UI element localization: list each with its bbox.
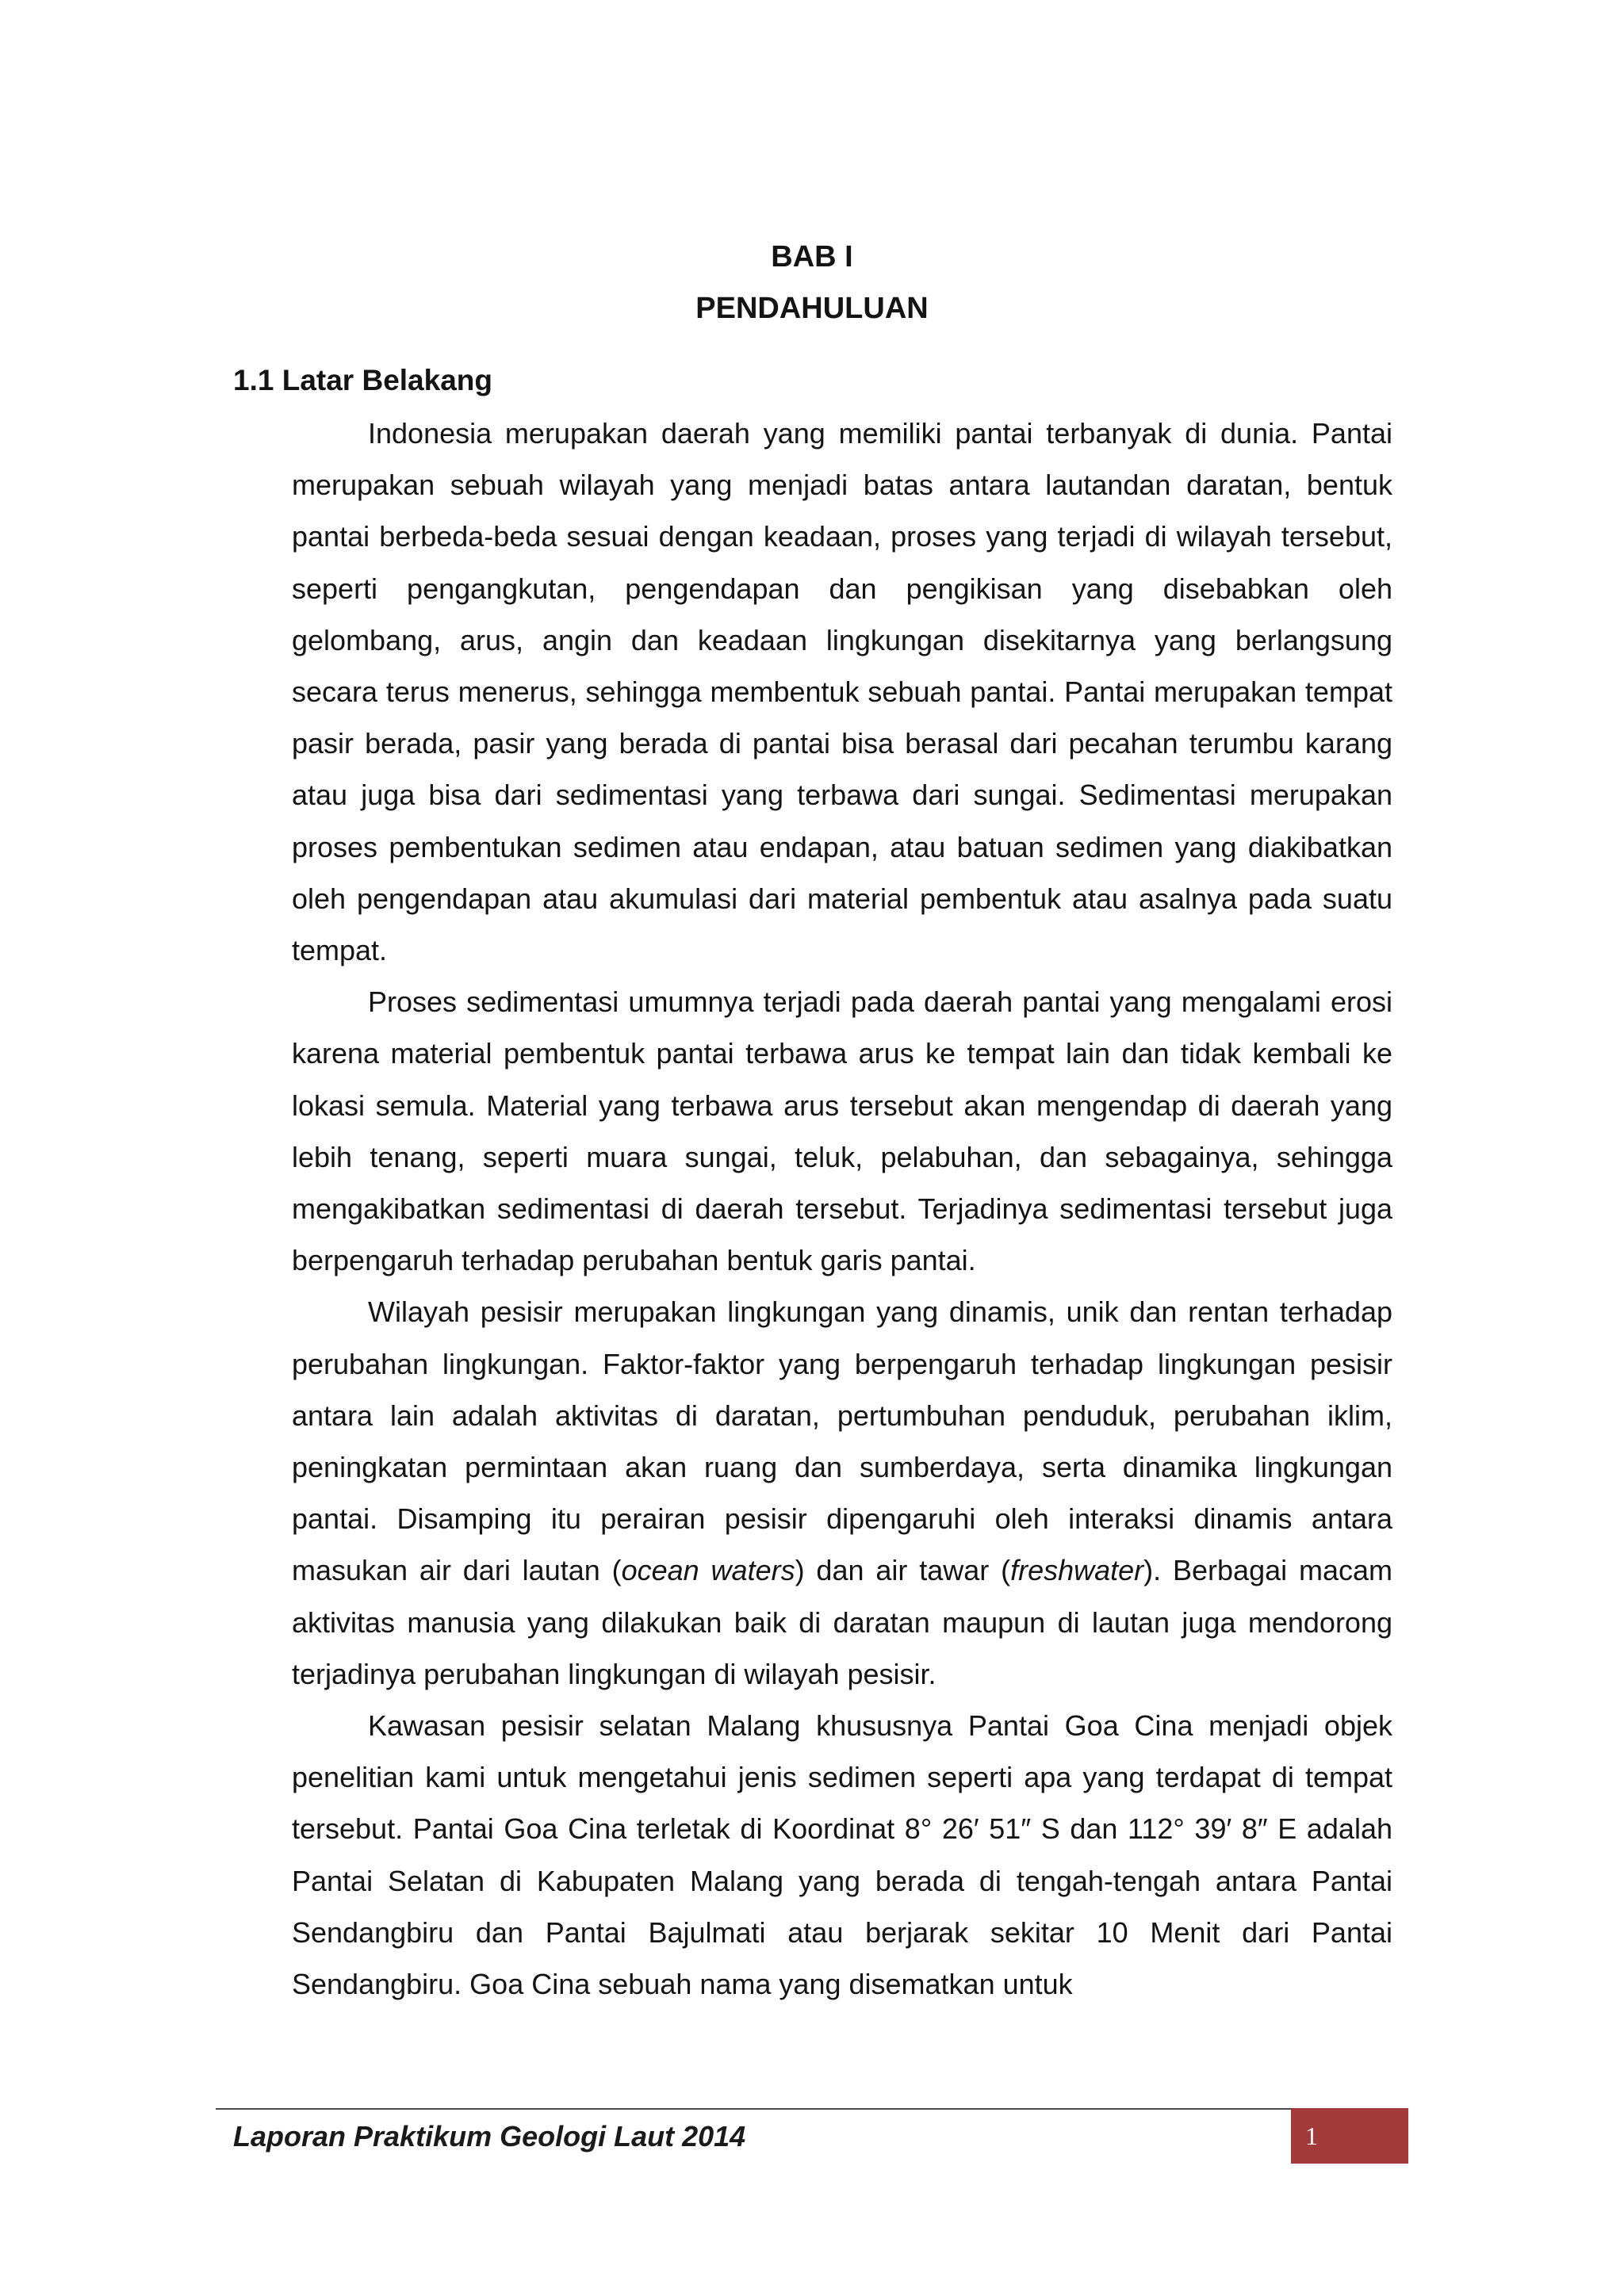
page-number: 1 — [1305, 2122, 1318, 2150]
paragraph-1: Indonesia merupakan daerah yang memiliki pantai terbanyak di dunia. Pantai merupakan sebuah wilayah yang menjadi batas antara lautandan daratan, bentuk pantai berbeda-beda sesuai dengan keadaan, proses yang terjadi di wilayah tersebut, seperti pengangkutan, pengendapan dan pengikisan yang disebabkan oleh gelombang, arus, angin dan keadaan lingkungan disekitarnya yang berlangsung secara terus menerus, sehingga membentuk sebuah pantai. Pantai merupakan tempat pasir berada, pasir yang berada di pantai bisa berasal dari pecahan terumbu karang atau juga bisa dari sedimentasi yang terbawa dari sungai. Sedimentasi merupakan proses pembentukan sedimen atau endapan, atau batuan sedimen yang diakibatkan oleh pengendapan atau akumulasi dari material pembentuk atau asalnya pada suatu tempat. — [292, 417, 1392, 967]
chapter-label: BAB I — [771, 240, 853, 274]
body-text — [292, 408, 1392, 2010]
paragraph-3-part-3: ). Berbagai macam aktivitas manusia yang dilakukan baik di daratan maupun di lautan juga mendorong terjadinya perubahan lingkungan di wilayah pesisir. — [292, 1554, 1392, 1690]
paragraph-4: Kawasan pesisir selatan Malang khususnya Pantai Goa Cina menjadi objek penelitian kami untuk mengetahui jenis sedimen seperti apa yang terdapat di tempat tersebut. Pantai Goa Cina terletak di Koordinat 8° 26′ 51″ S dan 112° 39′ 8″ E adalah Pantai Selatan di Kabupaten Malang yang berada di tengah-tengah antara Pantai Sendangbiru dan Pantai Bajulmati atau berjarak sekitar 10 Menit dari Pantai Sendangbiru. Goa Cina sebuah nama yang disematkan untuk — [292, 1709, 1392, 2001]
paragraph-3-part-2: ) dan air tawar ( — [795, 1554, 1011, 1587]
footer-title: Laporan Praktikum Geologi Laut 2014 — [233, 2120, 746, 2152]
paragraph-3-part-1: Wilayah pesisir merupakan lingkungan yang dinamis, unik dan rentan terhadap perubahan lingkungan. Faktor-faktor yang berpengaruh terhadap lingkungan pesisir antara lain adalah aktivitas di daratan, pertumbuhan penduduk, perubahan iklim, peningkatan permintaan akan ruang dan sumberdaya, serta dinamika lingkungan pantai. Disamping itu perairan pesisir dipengaruhi oleh interaksi dinamis antara masukan air dari lautan ( — [292, 1295, 1392, 1587]
chapter-heading — [0, 232, 1624, 335]
page-number-badge — [1291, 2108, 1408, 2164]
chapter-title: PENDAHULUAN — [695, 292, 929, 325]
italic-term-freshwater: freshwater — [1010, 1554, 1144, 1587]
footer-divider — [216, 2108, 1291, 2110]
paragraph-3 — [292, 1286, 1392, 1700]
italic-term-ocean-waters: ocean waters — [621, 1554, 795, 1587]
paragraph-2: Proses sedimentasi umumnya terjadi pada daerah pantai yang mengalami erosi karena material pembentuk pantai terbawa arus ke tempat lain dan tidak kembali ke lokasi semula. Material yang terbawa arus tersebut akan mengendap di daerah yang lebih tenang, seperti muara sungai, teluk, pelabuhan, dan sebagainya, sehingga mengakibatkan sedimentasi di daerah tersebut. Terjadinya sedimentasi tersebut juga berpengaruh terhadap perubahan bentuk garis pantai. — [292, 985, 1392, 1277]
section-heading: 1.1 Latar Belakang — [233, 364, 492, 396]
